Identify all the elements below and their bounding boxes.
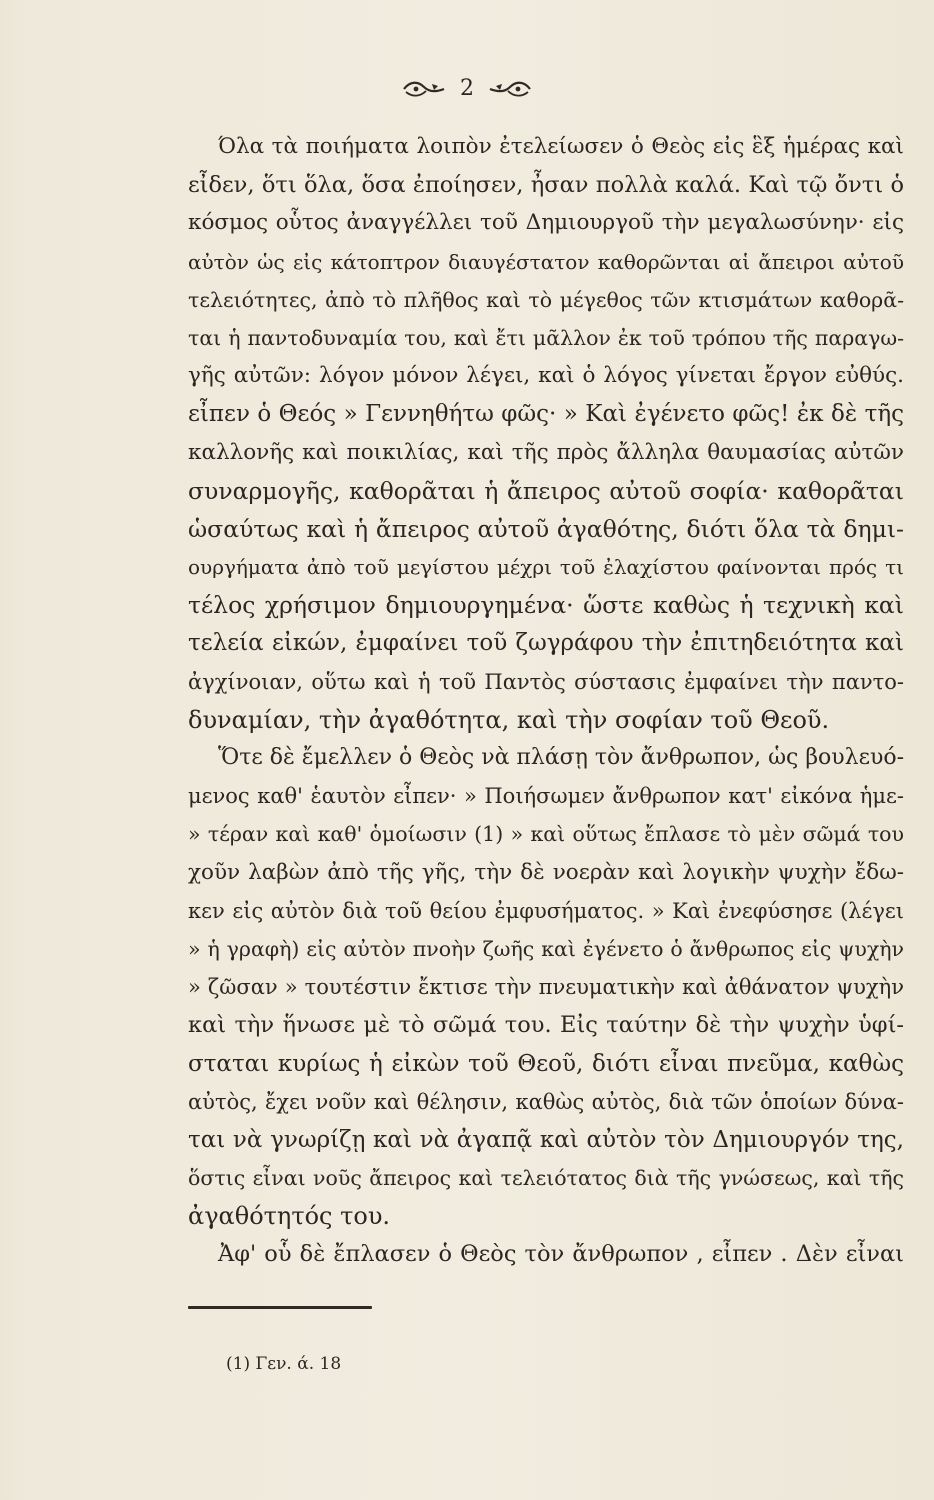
text-line: ἀγχίνοιαν, οὕτω καὶ ἡ τοῦ Παντὸς σύστασις ἐμφαίνει τὴν παντο-: [188, 669, 904, 694]
right-ornament-icon: [488, 78, 532, 100]
footnote-rule: [188, 1306, 372, 1309]
text-line: καλλονῆς καὶ ποικιλίας, καὶ τῆς πρὸς ἄλληλα θαυμασίας αὐτῶν: [188, 439, 904, 465]
page-number: 2: [460, 76, 474, 101]
text-line: γῆς αὐτῶν: λόγον μόνον λέγει, καὶ ὁ λόγος γίνεται ἔργον εὐθύς.: [188, 363, 904, 389]
text-line: χοῦν λαβὼν ἀπὸ τῆς γῆς, τὴν δὲ νοερὰν καὶ λογικὴν ψυχὴν ἔδω-: [188, 859, 904, 885]
text-line: Ἀφ' οὗ δὲ ἔπλασεν ὁ Θεὸς τὸν ἄνθρωπον , εἶπεν . Δὲν εἶναι: [218, 1241, 904, 1268]
page-header: [0, 78, 934, 100]
text-line: ται νὰ γνωρίζῃ καὶ νὰ ἀγαπᾷ καὶ αὐτὸν τὸν Δημιουργόν της,: [188, 1126, 904, 1153]
main-text: [188, 128, 904, 1274]
text-line: Ὅτε δὲ ἔμελλεν ὁ Θεὸς νὰ πλάσῃ τὸν ἄνθρωπον, ὡς βουλευό-: [218, 745, 904, 770]
text-line: » ἡ γραφὴ) εἰς αὐτὸν πνοὴν ζωῆς καὶ ἐγένετο ὁ ἄνθρωπος εἰς ψυχὴν: [188, 936, 904, 961]
text-line: ται ἡ παντοδυναμία του, καὶ ἔτι μᾶλλον ἐκ τοῦ τρόπου τῆς παραγω-: [188, 325, 904, 350]
text-line: σταται κυρίως ἡ εἰκὼν τοῦ Θεοῦ, διότι εἶναι πνεῦμα, καθὼς: [188, 1050, 904, 1077]
left-ornament-icon: [402, 78, 446, 100]
text-line: εἶπεν ὁ Θεός » Γεννηθήτω φῶς· » Καὶ ἐγένετο φῶς! ἐκ δὲ τῆς: [188, 401, 904, 428]
text-line: Όλα τὰ ποιήματα λοιπὸν ἐτελείωσεν ὁ Θεὸς εἰς ἓξ ἡμέρας καὶ: [218, 134, 904, 159]
text-line: κόσμος οὗτος ἀναγγέλλει τοῦ Δημιουργοῦ τὴν μεγαλωσύνην· εἰς: [188, 210, 904, 236]
text-line: ἀγαθότητός του.: [188, 1202, 391, 1231]
text-line: αὐτὸς, ἔχει νοῦν καὶ θέλησιν, καθὼς αὐτὸς, διὰ τῶν ὁποίων δύνα-: [188, 1089, 904, 1114]
text-line: αὐτὸν ὡς εἰς κάτοπτρον διαυγέστατον καθορῶνται αἱ ἄπειροι αὐτοῦ: [188, 249, 904, 274]
text-line: εἶδεν, ὅτι ὅλα, ὅσα ἐποίησεν, ἦσαν πολλὰ καλά. Καὶ τῷ ὄντι ὁ: [188, 172, 904, 199]
text-line: ὡσαύτως καὶ ἡ ἄπειρος αὐτοῦ ἀγαθότης, διότι ὅλα τὰ δημι-: [188, 514, 904, 543]
text-line: συναρμογῆς, καθορᾶται ἡ ἄπειρος αὐτοῦ σοφία· καθορᾶται: [188, 476, 904, 505]
footnote: (1) Γεν. ά. 18: [226, 1354, 342, 1374]
text-line: » τέραν καὶ καθ' ὁμοίωσιν (1) » καὶ οὕτως ἔπλασε τὸ μὲν σῶμά του: [188, 822, 904, 847]
text-line: ὅστις εἶναι νοῦς ἄπειρος καὶ τελειότατος διὰ τῆς γνώσεως, καὶ τῆς: [188, 1166, 904, 1191]
text-line: μενος καθ' ἑαυτὸν εἶπεν· » Ποιήσωμεν ἄνθρωπον κατ' εἰκόνα ἡμε-: [188, 784, 904, 809]
text-line: κεν εἰς αὐτὸν διὰ τοῦ θείου ἐμφυσήματος. » Καὶ ἐνεφύσησε (λέγει: [188, 898, 904, 923]
text-line: τελειότητες, ἀπὸ τὸ πλῆθος καὶ τὸ μέγεθος τῶν κτισμάτων καθορᾶ-: [188, 287, 904, 312]
text-line: τέλος χρήσιμον δημιουργημένα· ὥστε καθὼς ἡ τεχνικὴ καὶ: [188, 591, 904, 620]
text-line: ουργήματα ἀπὸ τοῦ μεγίστου μέχρι τοῦ ἐλαχίστου φαίνονται πρός τι: [188, 555, 904, 580]
text-line: καὶ τὴν ἥνωσε μὲ τὸ σῶμά του. Εἰς ταύτην δὲ τὴν ψυχὴν ὑφί-: [188, 1012, 904, 1039]
text-line: τελεία εἰκών, ἐμφαίνει τοῦ ζωγράφου τὴν ἐπιτηδειότητα καὶ: [188, 630, 904, 657]
text-line: » ζῶσαν » τουτέστιν ἔκτισε τὴν πνευματικὴν καὶ ἀθάνατον ψυχὴν: [188, 975, 904, 1000]
text-line: δυναμίαν, τὴν ἀγαθότητα, καὶ τὴν σοφίαν τοῦ Θεοῦ.: [188, 705, 830, 734]
